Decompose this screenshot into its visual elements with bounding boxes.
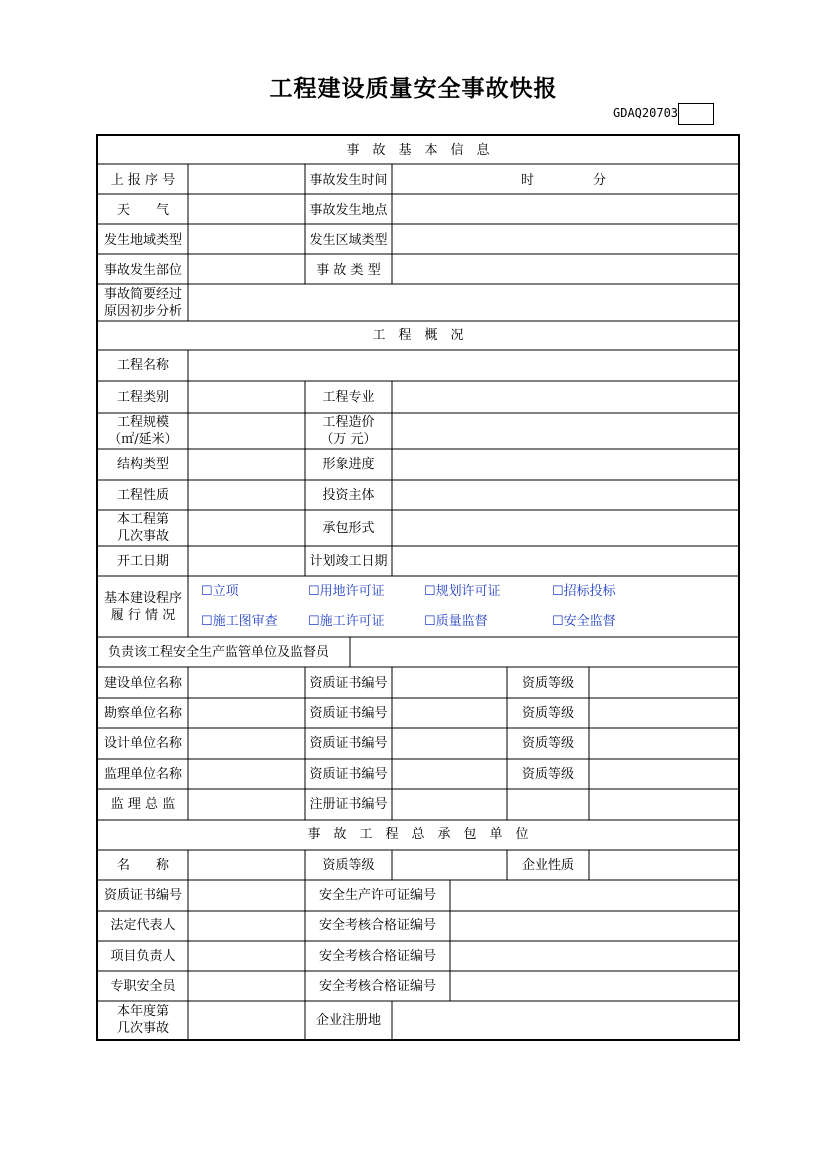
label-design-unit: 设计单位名称 xyxy=(103,736,182,751)
checkbox-drawing-review[interactable]: ☐施工图审查 xyxy=(201,614,278,629)
label-minute: 分 xyxy=(593,173,607,188)
label-accident-location: 事故发生地点 xyxy=(309,203,388,218)
form-grid-lines xyxy=(98,136,738,1039)
label-cert-no: 资质证书编号 xyxy=(309,736,388,751)
checkbox-land-use-permit[interactable]: ☐用地许可证 xyxy=(308,584,385,599)
label-project-nature: 工程性质 xyxy=(116,488,169,503)
label-assessment-cert-no: 安全考核合格证编号 xyxy=(318,979,436,994)
label-procedure-line2: 履 行 情 况 xyxy=(110,608,176,623)
label-assessment-cert-no: 安全考核合格证编号 xyxy=(318,918,436,933)
label-start-date: 开工日期 xyxy=(116,554,169,569)
label-construction-unit: 建设单位名称 xyxy=(103,676,182,691)
label-summary-line1: 事故简要经过 xyxy=(103,287,182,302)
section-contractor-title: 事 故 工 程 总 承 包 单 位 xyxy=(307,827,529,842)
label-accident-time: 事故发生时间 xyxy=(309,173,388,188)
checkbox-safety-supervision[interactable]: ☐安全监督 xyxy=(552,614,616,629)
label-procedure-line1: 基本建设程序 xyxy=(103,591,182,606)
checkbox-construction-permit[interactable]: ☐施工许可证 xyxy=(308,614,385,629)
label-survey-unit: 勘察单位名称 xyxy=(103,706,182,721)
label-project-category: 工程类别 xyxy=(116,390,169,405)
label-cert-no: 资质证书编号 xyxy=(309,767,388,782)
label-grade: 资质等级 xyxy=(521,706,574,721)
label-project-lead: 项目负责人 xyxy=(110,949,176,964)
section-basic-info-title: 事 故 基 本 信 息 xyxy=(346,143,490,158)
label-cert-no: 资质证书编号 xyxy=(309,706,388,721)
label-scale-line2: （㎡/延米） xyxy=(108,432,178,447)
label-registration-cert-no: 注册证书编号 xyxy=(309,797,388,812)
label-planned-completion: 计划竣工日期 xyxy=(309,554,388,569)
checkbox-project-approval[interactable]: ☐立项 xyxy=(201,584,239,599)
label-grade: 资质等级 xyxy=(521,767,574,782)
label-investor: 投资主体 xyxy=(322,488,375,503)
label-grade: 资质等级 xyxy=(521,676,574,691)
label-accident-type: 事 故 类 型 xyxy=(316,263,381,278)
label-cost-line2: （万 元） xyxy=(320,432,377,447)
label-project-specialty: 工程专业 xyxy=(322,390,375,405)
label-contract-form: 承包形式 xyxy=(322,521,375,536)
label-safety-license-no: 安全生产许可证编号 xyxy=(318,888,436,903)
label-supervisor-unit: 负责该工程安全生产监管单位及监督员 xyxy=(108,645,330,660)
label-report-no: 上 报 序 号 xyxy=(110,173,176,188)
label-summary-line2: 原因初步分析 xyxy=(103,304,182,319)
label-accident-part: 事故发生部位 xyxy=(103,263,182,278)
label-year-count-line2: 几次事故 xyxy=(116,1021,169,1036)
label-accident-count-line1: 本工程第 xyxy=(116,512,169,527)
label-cost-line1: 工程造价 xyxy=(322,415,375,430)
label-cert-no: 资质证书编号 xyxy=(309,676,388,691)
checkbox-quality-supervision[interactable]: ☐质量监督 xyxy=(424,614,488,629)
label-weather: 天 气 xyxy=(116,203,169,218)
label-chief-supervisor: 监 理 总 监 xyxy=(110,797,176,812)
label-supervision-unit: 监理单位名称 xyxy=(103,767,182,782)
label-progress: 形象进度 xyxy=(322,457,375,472)
label-year-count-line1: 本年度第 xyxy=(116,1004,169,1019)
label-structure-type: 结构类型 xyxy=(116,457,169,472)
label-contractor-name: 名 称 xyxy=(116,858,169,873)
page-title: 工程建设质量安全事故快报 xyxy=(269,76,558,102)
label-accident-count-line2: 几次事故 xyxy=(116,529,169,544)
form-code: GDAQ20703 xyxy=(613,106,679,120)
label-registration-place: 企业注册地 xyxy=(315,1013,381,1028)
label-hour: 时 xyxy=(521,173,535,188)
form-code-box[interactable] xyxy=(678,103,714,125)
label-grade: 资质等级 xyxy=(521,736,574,751)
checkbox-bidding[interactable]: ☐招标投标 xyxy=(552,584,616,599)
label-enterprise-nature: 企业性质 xyxy=(521,858,574,873)
report-form xyxy=(96,134,740,1041)
section-overview-title: 工 程 概 况 xyxy=(372,328,464,343)
label-assessment-cert-no: 安全考核合格证编号 xyxy=(318,949,436,964)
label-safety-officer: 专职安全员 xyxy=(110,979,176,994)
label-scale-line1: 工程规模 xyxy=(116,415,169,430)
label-zone-type: 发生区域类型 xyxy=(309,233,388,248)
label-contractor-grade: 资质等级 xyxy=(322,858,375,873)
label-project-name: 工程名称 xyxy=(116,358,169,373)
label-legal-representative: 法定代表人 xyxy=(110,918,176,933)
label-area-type: 发生地域类型 xyxy=(103,233,182,248)
checkbox-planning-permit[interactable]: ☐规划许可证 xyxy=(424,584,501,599)
label-contractor-cert-no: 资质证书编号 xyxy=(103,888,182,903)
